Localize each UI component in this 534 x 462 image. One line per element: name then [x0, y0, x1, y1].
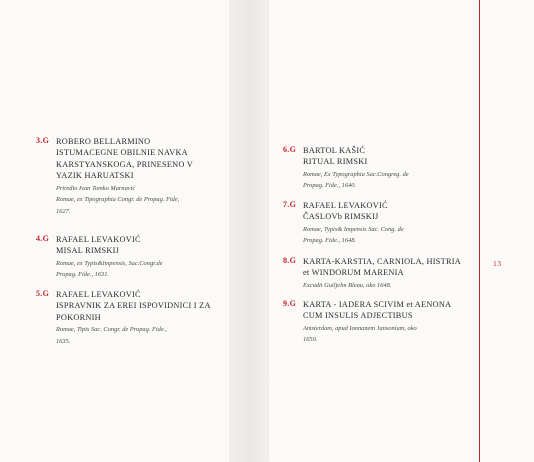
entry-publication: Excudit Guiljelm Bleau, oko 1648.: [303, 281, 392, 289]
entry-number: 6.G: [283, 145, 297, 154]
entry-number: 4.G: [36, 234, 50, 243]
entry-publication: Romae, Ex Typographia Sac.Congreg. de Propag. Fide., 1640.: [303, 170, 409, 190]
entry-number: 5.G: [36, 289, 50, 298]
left-page: [0, 0, 229, 462]
entry-publication: Romae, Typis& Impensis Sac. Cong. de Propag. Fide., 1648.: [303, 225, 404, 245]
page-number: 13: [493, 259, 502, 268]
entry-title: KARTA - IADERA SCIVIM et AENONA CUM INSULIS ADJECTIBUS: [303, 300, 452, 321]
entry-publication: Amsterdam, apud Ionnanem Jansonium, oko 1650.: [303, 324, 417, 344]
entry-title: ROBERO BELLARMINO ISTUMACEGNE OBILNIE NAVKA KARSTYANSKOGA, PRINESENO V YAZIK HARUATSKI: [56, 137, 194, 181]
entry-title: RAFAEL LEVAKOVIĆ ISPRAVNIK ZA EREI ISPOVIDNICI I ZA POKORNIH: [56, 290, 211, 322]
entry-number: 8.G: [283, 256, 297, 265]
entry-number: 3.G: [36, 136, 50, 145]
entry-title: KARTA-KARSTIA, CARNIOLA, HISTRIA et WINDORUM MARENIA: [303, 257, 462, 278]
entry-number: 7.G: [283, 200, 297, 209]
book-gutter: [229, 0, 269, 462]
entry-title: BARTOL KAŠIĆ RITUAL RIMSKI: [303, 146, 368, 167]
entry-title: RAFAEL LEVAKOVIĆ MISAL RIMSKIJ: [56, 235, 141, 256]
entry-publication: Romae, ex Typis&Impensis, Sac.Congr.de Propag. Fide., 1631.: [56, 259, 163, 279]
entry-number: 9.G: [283, 299, 297, 308]
entry-title: RAFAEL LEVAKOVIĆ ČASLOVb RIMSKIJ: [303, 201, 388, 222]
entry-publication: Priredio Ivan Tomko Marnavić Romae, ex Tipographia Congr. de Propag. Fide, 1627.: [56, 184, 180, 215]
entry-publication: Romae, Tipis Sac. Congr. de Propag. Fide., 1635.: [56, 326, 167, 345]
